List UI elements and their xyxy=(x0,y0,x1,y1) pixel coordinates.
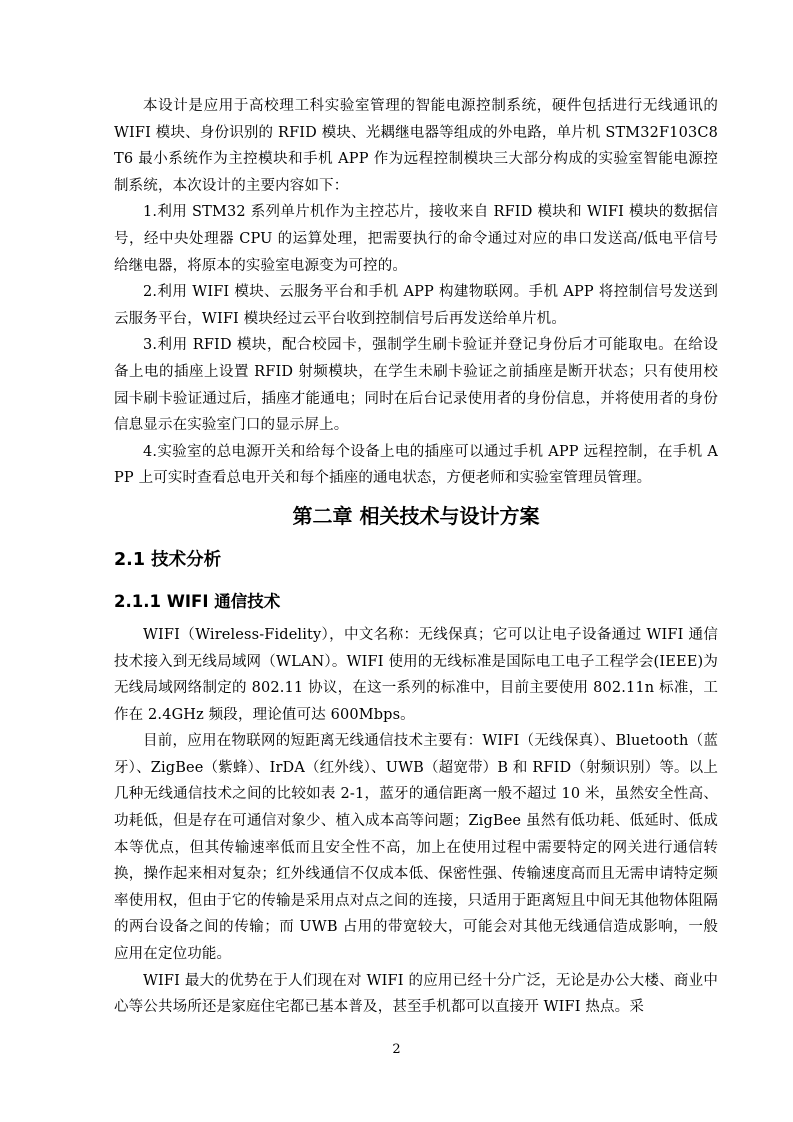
intro-paragraph: 本设计是应用于高校理工科实验室管理的智能电源控制系统，硬件包括进行无线通讯的 WIFI 模块、身份识别的 RFID 模块、光耦继电器等组成的外电路，单片机 STM32F103C8T6 最小系统作为主控模块和手机 APP 作为远程控制模块三大部分构成的实验室智能电源控制系统，本次设计的主要内容如下： xyxy=(114,98,718,194)
wifi-paragraph-2: 目前，应用在物联网的短距离无线通信技术主要有：WIFI（无线保真）、Bluetooth（蓝牙）、ZigBee（紫蜂）、IrDA（红外线）、UWB（超宽带）B 和 RFID（射频识别）等。以上几种无线通信技术之间的比较如表 2-1，蓝牙的通信距离一般不超过 10 米，虽然安全性高、功耗低，但是存在可通信对象少、植入成本高等问题；ZigBee 虽然有低功耗、低延时、低成本等优点，但其传输速率低而且安全性不高，加上在使用过程中需要特定的网关进行通信转换，操作起来相对复杂；红外线通信不仅成本低、保密性强、传输速度高而且无需申请特定频率使用权，但由于它的传输是采用点对点之间的连接，只适用于距离短且中间无其他物体阻隔的两台设备之间的传输；而 UWB 占用的带宽较大，可能会对其他无线通信造成影响，一般应用在定位功能。 xyxy=(114,733,718,963)
wifi-paragraph-1: WIFI（Wireless-Fidelity），中文名称：无线保真；它可以让电子设备通过 WIFI 通信技术接入到无线局域网（WLAN）。WIFI 使用的无线标准是国际电工电子工程学会(IEEE)为无线局域网络制定的 802.11 协议，在这一系列的标准中，目前主要使用 802.11n 标准，工作在 2.4GHz 频段，理论值可达 600Mbps。 xyxy=(114,626,718,723)
page-number: 2 xyxy=(392,1042,401,1057)
page-body xyxy=(114,93,718,1021)
subsection-title: 2.1.1 WIFI 通信技术 xyxy=(114,591,281,611)
content-item-4: 4.实验室的总电源开关和给每个设备上电的插座可以通过手机 APP 远程控制，在手机 APP 上可实时查看总电开关和每个插座的通电状态，方便老师和实验室管理员管理。 xyxy=(114,443,718,487)
chapter-title: 第二章 相关技术与设计方案 xyxy=(292,503,540,528)
content-item-2: 2.利用 WIFI 模块、云服务平台和手机 APP 构建物联网。手机 APP 将控制信号发送到云服务平台，WIFI 模块经过云平台收到控制信号后再发送给单片机。 xyxy=(114,284,718,327)
content-item-1: 1.利用 STM32 系列单片机作为主控芯片，接收来自 RFID 模块和 WIFI 模块的数据信号，经中央处理器 CPU 的运算处理，把需要执行的命令通过对应的串口发送高/低电平信号给继电器，将原本的实验室电源变为可控的。 xyxy=(114,204,718,274)
wifi-paragraph-3: WIFI 最大的优势在于人们现在对 WIFI 的应用已经十分广泛，无论是办公大楼、商业中心等公共场所还是家庭住宅都已基本普及，甚至手机都可以直接开 WIFI 热点。采 xyxy=(114,972,718,1016)
section-title: 2.1 技术分析 xyxy=(114,549,222,570)
content-item-3: 3.利用 RFID 模块，配合校园卡，强制学生刷卡验证并登记身份后才可能取电。在给设备上电的插座上设置 RFID 射频模块，在学生未刷卡验证之前插座是断开状态；只有使用校园卡刷卡验证通过后，插座才能通电；同时在后台记录使用者的身份信息，并将使用者的身份信息显示在实验室门口的显示屏上。 xyxy=(114,337,718,434)
